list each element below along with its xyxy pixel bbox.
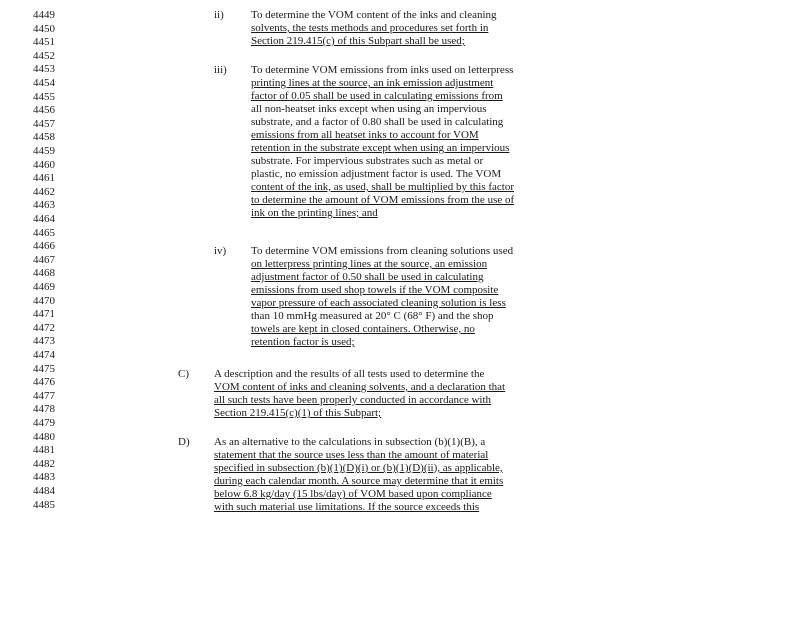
line-number: 4456 [33, 104, 55, 117]
item-marker-ii: ii) [214, 9, 224, 21]
item-iii-line-2: printing lines at the source, an ink emission adjustment [251, 77, 494, 89]
line-number: 4455 [33, 90, 55, 103]
line-number: 4475 [33, 362, 55, 375]
item-iii-line-10: content of the ink, as used, shall be multiplied by this factor [251, 181, 515, 193]
line-number: 4471 [33, 308, 55, 321]
item-iii-line-9: plastic, no emission adjustment factor is used. The VOM [251, 168, 502, 180]
line-number: 4451 [33, 36, 55, 49]
item-ii-line-1: To determine the VOM content of the inks and cleaning [251, 9, 497, 21]
item-iii-line-11: to determine the amount of VOM emissions from the use of [251, 194, 515, 206]
item-iv-line-1: To determine VOM emissions from cleaning solutions used [251, 245, 514, 257]
line-number: 4476 [33, 376, 55, 389]
line-number: 4453 [33, 63, 55, 76]
line-number: 4473 [33, 335, 55, 348]
item-iv-line-6: than 10 mmHg measured at 20° C (68° F) and the shop [251, 310, 494, 322]
item-iii-line-3: factor of 0.05 shall be used in calculating emissions from [251, 90, 503, 102]
item-ii-line-3: Section 219.415(c) of this Subpart shall be used; [251, 35, 465, 47]
line-number: 4470 [33, 294, 55, 307]
item-c-line-1: A description and the results of all tests used to determine the [214, 368, 485, 380]
line-number: 4484 [33, 485, 55, 497]
item-d-line-4: during each calendar month. A source may determine that it emits [214, 475, 504, 487]
item-iii-line-4: all non-heatset inks except when using an impervious [251, 103, 487, 115]
item-iii-line-7: retention in the substrate except when using an impervious [251, 142, 510, 154]
item-d-line-1: As an alternative to the calculations in subsection (b)(1)(B), a [214, 436, 486, 448]
line-number: 4458 [33, 131, 55, 144]
line-number: 4466 [33, 240, 55, 253]
line-number: 4474 [33, 349, 55, 361]
item-c-line-4: Section 219.415(c)(1) of this Subpart; [214, 407, 382, 419]
item-iv-line-2: on letterpress printing lines at the source, an emission [251, 258, 488, 270]
line-number: 4477 [33, 389, 55, 402]
item-d-line-6: with such material use limitations. If the source exceeds this [214, 501, 480, 513]
line-number: 4450 [33, 22, 55, 35]
item-d-line-2: statement that the source uses less than the amount of material [214, 449, 489, 461]
line-number: 4469 [33, 281, 55, 293]
item-iii-line-6: emissions from all heatset inks to account for VOM [251, 129, 479, 141]
line-number: 4462 [33, 185, 55, 198]
line-number: 4454 [33, 77, 55, 89]
line-number: 4449 [33, 9, 55, 21]
line-number: 4461 [33, 172, 55, 185]
line-number: 4464 [33, 213, 55, 225]
item-iii-line-12: ink on the printing lines; and [251, 207, 378, 219]
line-number: 4460 [33, 158, 55, 171]
item-iv-line-7: towels are kept in closed containers. Otherwise, no [251, 323, 475, 335]
line-number: 4468 [33, 267, 55, 280]
line-number: 4463 [33, 199, 55, 212]
line-number: 4478 [33, 403, 55, 416]
line-number: 4480 [33, 430, 55, 443]
line-number: 4472 [33, 321, 55, 334]
item-d-line-5: below 6.8 kg/day (15 lbs/day) of VOM based upon compliance [214, 488, 492, 500]
line-number: 4452 [33, 49, 55, 62]
item-marker-c: C) [178, 368, 189, 380]
line-number: 4482 [33, 457, 55, 470]
item-marker-iii: iii) [214, 64, 227, 76]
item-iv-line-3: adjustment factor of 0.50 shall be used in calculating [251, 271, 484, 283]
item-iii-line-5: substrate, and a factor of 0.80 shall be used in calculating [251, 116, 504, 128]
item-iv-line-8: retention factor is used; [251, 336, 355, 348]
item-c-line-3: all such tests have been properly conducted in accordance with [214, 394, 492, 406]
line-number: 4459 [33, 145, 55, 157]
item-marker-d: D) [178, 436, 190, 448]
item-ii-line-2: solvents, the tests methods and procedures set forth in [251, 22, 489, 34]
line-number: 4481 [33, 444, 55, 457]
item-iv-line-5: vapor pressure of each associated cleaning solution is less [251, 297, 506, 309]
item-c-line-2: VOM content of inks and cleaning solvents, and a declaration that [214, 381, 506, 393]
line-number: 4485 [33, 498, 55, 511]
item-marker-iv: iv) [214, 245, 227, 257]
line-number: 4467 [33, 253, 55, 266]
line-number: 4465 [33, 226, 55, 239]
item-iii-line-1: To determine VOM emissions from inks used on letterpress [251, 64, 514, 76]
line-number: 4457 [33, 117, 55, 130]
line-number: 4479 [33, 417, 55, 429]
item-iv-line-4: emissions from used shop towels if the VOM composite [251, 284, 499, 296]
item-iii-line-8: substrate. For impervious substrates such as metal or [251, 155, 484, 167]
line-number: 4483 [33, 471, 55, 484]
item-d-line-3: specified in subsection (b)(1)(D)(i) or (b)(1)(D)(ii), as applicable, [214, 462, 503, 474]
